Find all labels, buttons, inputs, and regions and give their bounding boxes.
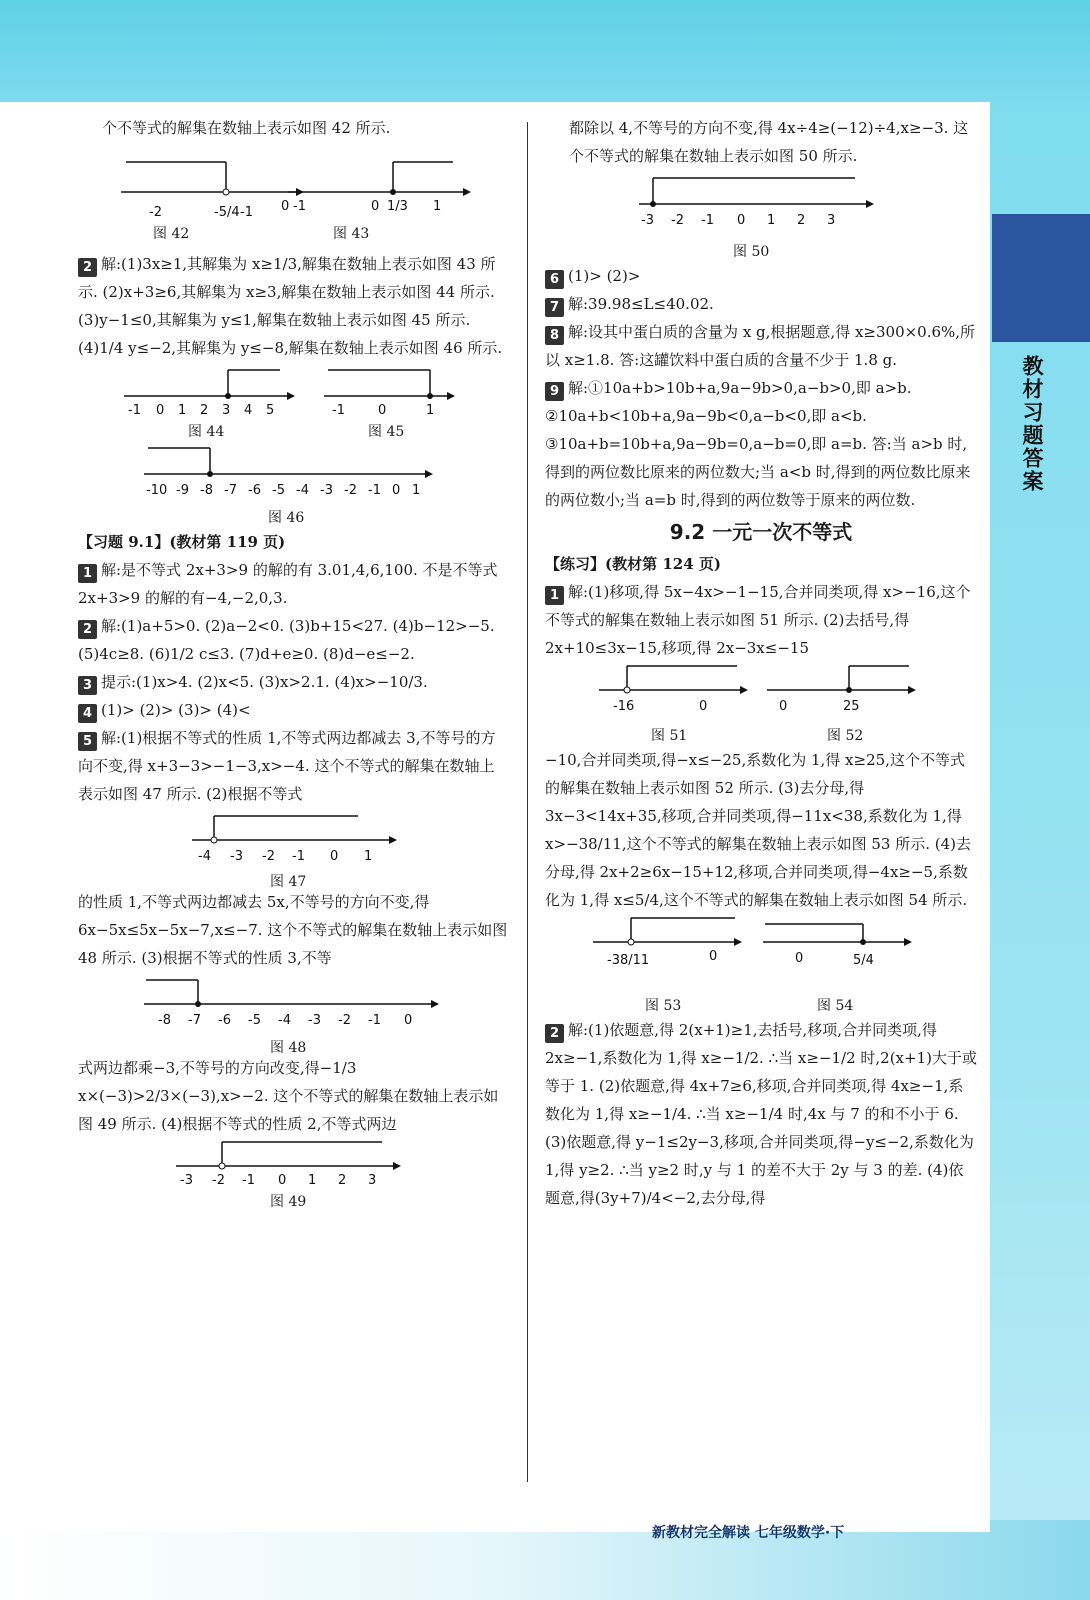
tick-label: -3 — [320, 483, 333, 498]
left-e5a — [78, 724, 508, 808]
tick-label: 0 — [378, 403, 387, 418]
tick-label: 0 — [737, 213, 746, 228]
number-line-44 — [120, 364, 300, 420]
left-q2-text: 解:(1)3x≥1,其解集为 x≥1/3,解集在数轴上表示如图 43 所示. (2)x+3≥6,其解集为 x≥3,解集在数轴上表示如图 44 所示. (3)y−1≤0,其解集为 y≤1,解集在数轴上表示如图 45 所示. (4)1/4 y≤−2,其解集为 y≤−8,解集在数轴上表示如图 46 所示. — [78, 255, 503, 357]
question-number-badge: 6 — [545, 270, 564, 289]
tick-label: -9 — [176, 483, 189, 498]
left-e5b: 的性质 1,不等式两边都减去 5x,不等号的方向不变,得 6x−5x≤5x−5x−7,x≤−7. 这个不等式的解集在数轴上表示如图 48 所示. (3)根据不等式的性质 3,不等 — [78, 893, 508, 967]
bottom-color-band — [0, 1520, 1090, 1600]
tick-label: -2 — [212, 1173, 225, 1188]
tick-label: 0 — [156, 403, 165, 418]
tick-label: 1 — [433, 199, 442, 214]
caption-fig43: 图 43 — [333, 226, 370, 242]
tick-label: -1 — [701, 213, 714, 228]
question-number-badge: 4 — [78, 704, 97, 723]
caption-fig46: 图 46 — [268, 510, 305, 526]
left-e1 — [78, 556, 508, 612]
right-q6-text: (1)> (2)> — [568, 267, 641, 285]
tick-label: -3 — [308, 1013, 321, 1028]
tick-label: 0 — [330, 849, 339, 864]
figure-row-42-43 — [78, 142, 508, 250]
right-column — [545, 114, 977, 1212]
left-e4-text: (1)> (2)> (3)> (4)< — [101, 701, 251, 719]
left-e1-text: 解:是不等式 2x+3>9 的解的有 3.01,4,6,100. 不是不等式 2x+3>9 的解的有−4,−2,0,3. — [78, 561, 498, 607]
tick-label: -4 — [278, 1013, 291, 1028]
practice-heading: 【练习】(教材第 124 页) — [545, 555, 721, 573]
tick-label: -2 — [671, 213, 684, 228]
tick-label: 0 — [404, 1013, 413, 1028]
tick-label: -5/4 — [214, 205, 240, 220]
tick-label: -1 — [293, 199, 306, 214]
left-column — [78, 114, 508, 1210]
number-line-47 — [188, 810, 408, 866]
number-line-46 — [140, 442, 440, 500]
figure-50 — [545, 170, 977, 262]
right-q8 — [545, 318, 977, 374]
figure-47 — [78, 808, 508, 888]
right-r2-text: 解:(1)依题意,得 2(x+1)≥1,去括号,移项,合并同类项,得 2x≥−1,系数化为 1,得 x≥−1/2. ∴当 x≥−1/2 时,2(x+1)大于或等于 1. (2)依题意,得 4x+7≥6,移项,合并同类项,得 4x≥−1,系数化为 1,得 x≥−1/4. ∴当 x≥−1/4 时,4x 与 7 的和不小于 6. (3)依题意,得 y−1≤2y−3,移项,合并同类项,得−y≤−2,系数化为 1,得 y≥2. ∴当 y≥2 时,y 与 1 的差不大于 2y 与 3 的差. (4)依题意,得(3y+7)/4<−2,去分母,得 — [545, 1021, 977, 1207]
question-number-badge: 1 — [78, 564, 97, 583]
question-number-badge: 7 — [545, 298, 564, 317]
right-q7 — [545, 290, 977, 318]
tick-label: -8 — [158, 1013, 171, 1028]
question-number-badge: 3 — [78, 676, 97, 695]
caption-fig45: 图 45 — [368, 424, 405, 440]
number-line-48 — [140, 974, 460, 1030]
tick-label: 2 — [200, 403, 209, 418]
question-number-badge: 2 — [78, 620, 97, 639]
question-number-badge: 1 — [545, 586, 564, 605]
right-q7-text: 解:39.98≤L≤40.02. — [568, 295, 714, 313]
tick-label: 5/4 — [853, 953, 874, 968]
tick-labels-50 — [641, 213, 835, 228]
caption-fig49: 图 49 — [270, 1194, 307, 1210]
right-r1a — [545, 578, 977, 662]
tick-label: -3 — [230, 849, 243, 864]
number-line-53 — [589, 914, 749, 990]
number-line-54 — [759, 914, 919, 990]
tick-labels-46 — [146, 483, 420, 498]
tick-label: 1/3 — [387, 199, 408, 214]
figure-row-44-45 — [78, 362, 508, 442]
footer-book-title: 新教材完全解读 七年级数学·下 — [652, 1525, 845, 1541]
column-divider — [527, 122, 528, 1482]
caption-fig42: 图 42 — [153, 226, 190, 242]
tick-label: 4 — [244, 403, 253, 418]
exercise-heading: 【习题 9.1】(教材第 119 页) — [78, 533, 286, 551]
question-number-badge: 5 — [78, 732, 97, 751]
tick-label: -1 — [128, 403, 141, 418]
left-para-1: 个不等式的解集在数轴上表示如图 42 所示. — [102, 119, 391, 137]
right-q6 — [545, 262, 977, 290]
tick-label: -7 — [188, 1013, 201, 1028]
left-e4 — [78, 696, 508, 724]
tick-label: -2 — [262, 849, 275, 864]
tick-label: 0 — [709, 949, 718, 964]
tick-label: 0 — [699, 699, 708, 714]
tick-label: 0 — [278, 1173, 287, 1188]
tick-label: 1 — [364, 849, 373, 864]
top-color-band — [0, 0, 1090, 102]
section-title: 9.2 一元一次不等式 — [669, 520, 853, 544]
question-number-badge: 8 — [545, 326, 564, 345]
figure-49 — [78, 1138, 508, 1210]
tick-labels-49 — [180, 1173, 376, 1188]
figure-row-53-54 — [545, 914, 977, 1016]
tick-label: 1 — [178, 403, 187, 418]
tick-labels-48 — [158, 1013, 412, 1028]
caption-fig52: 图 52 — [827, 728, 864, 744]
tick-label: 3 — [368, 1173, 377, 1188]
number-line-45 — [320, 364, 460, 420]
tick-label: 2 — [797, 213, 806, 228]
tick-label: -2 — [344, 483, 357, 498]
right-r1b: −10,合并同类项,得−x≤−25,系数化为 1,得 x≥25,这个不等式的解集在数轴上表示如图 52 所示. (3)去分母,得 3x−3<14x+35,移项,合并同类项,得−11x<38,系数化为 1,得 x>−38/11,这个不等式的解集在数轴上表示如图 53 所示. (4)去分母,得 2x+2≥6x−15+12,移项,合并同类项,得−4x≥−5,系数化为 1,得 x≤5/4,这个不等式的解集在数轴上表示如图 54 所示. — [545, 751, 972, 909]
tick-label: 1 — [426, 403, 435, 418]
tick-label: -4 — [198, 849, 211, 864]
question-number-badge: 9 — [545, 382, 564, 401]
tick-label: 0 — [779, 699, 788, 714]
tick-label: 0 — [795, 951, 804, 966]
figure-48 — [78, 972, 508, 1054]
tick-label: -8 — [200, 483, 213, 498]
tick-label: -3 — [180, 1173, 193, 1188]
tick-label: -1 — [368, 1013, 381, 1028]
tick-label: -1 — [240, 205, 253, 220]
question-number-badge: 2 — [78, 258, 97, 277]
tick-label: -1 — [332, 403, 345, 418]
tick-label: 3 — [827, 213, 836, 228]
right-q9-text: 解:①10a+b>10b+a,9a−9b>0,a−b>0,即 a>b. ②10a+b<10b+a,9a−9b<0,a−b<0,即 a<b. ③10a+b=10b+a,9a−9b=0,a−b=0,即 a=b. 答:当 a>b 时,得到的两位数比原来的两位数大;当 a<b 时,得到的两位数比原来的两位数小;当 a=b 时,得到的两位数等于原来的两位数. — [545, 379, 971, 509]
tick-label: -16 — [613, 699, 635, 714]
right-q8-text: 解:设其中蛋白质的含量为 x g,根据题意,得 x≥300×0.6%,所以 x≥1.8. 答:这罐饮料中蛋白质的含量不少于 1.8 g. — [545, 323, 976, 369]
tick-label: 1 — [412, 483, 421, 498]
tick-label: 2 — [338, 1173, 347, 1188]
right-r1a-text: 解:(1)移项,得 5x−4x>−1−15,合并同类项,得 x>−16,这个不等式的解集在数轴上表示如图 51 所示. (2)去括号,得 2x+10≤3x−15,移项,得 2x−3x≤−15 — [545, 583, 971, 657]
right-q9 — [545, 374, 977, 514]
figure-row-51-52 — [545, 662, 977, 746]
caption-fig53: 图 53 — [645, 998, 682, 1014]
tick-label: -5 — [248, 1013, 261, 1028]
number-line-43 — [283, 150, 483, 220]
left-e2-text: 解:(1)a+5>0. (2)a−2<0. (3)b+15<27. (4)b−12>−5. (5)4c≥8. (6)1/2 c≤3. (7)d+e≥0. (8)d−e≤−2. — [78, 617, 495, 663]
tick-label: -10 — [146, 483, 168, 498]
number-line-50 — [635, 174, 885, 232]
left-e5c: 式两边都乘−3,不等号的方向改变,得−1/3 x×(−3)>2/3×(−3),x>−2. 这个不等式的解集在数轴上表示如图 49 所示. (4)根据不等式的性质 2,不等式两边 — [78, 1059, 499, 1133]
caption-fig54: 图 54 — [817, 998, 854, 1014]
number-line-52 — [763, 662, 923, 716]
tick-label: -38/11 — [607, 953, 650, 968]
tick-label: -1 — [242, 1173, 255, 1188]
right-r2 — [545, 1016, 977, 1212]
tick-label: -1 — [368, 483, 381, 498]
tick-label: -4 — [296, 483, 309, 498]
figure-46 — [78, 442, 508, 528]
side-tab-title: 教材习题答案 — [1020, 355, 1044, 493]
right-para-1: 都除以 4,不等号的方向不变,得 4x÷4≥(−12)÷4,x≥−3. 这个不等式的解集在数轴上表示如图 50 所示. — [569, 119, 969, 165]
tick-label: 0 — [392, 483, 401, 498]
tick-label: -2 — [338, 1013, 351, 1028]
tick-label: 1 — [308, 1173, 317, 1188]
tick-label: -7 — [224, 483, 237, 498]
tick-label: -5 — [272, 483, 285, 498]
tick-label: -2 — [149, 205, 162, 220]
side-tab-block — [992, 214, 1090, 342]
tick-label: 0 — [371, 199, 380, 214]
left-e3-text: 提示:(1)x>4. (2)x<5. (3)x>2.1. (4)x>−10/3. — [101, 673, 428, 691]
caption-fig47: 图 47 — [270, 874, 307, 890]
tick-label: 3 — [222, 403, 231, 418]
caption-fig48: 图 48 — [270, 1040, 307, 1056]
left-e2 — [78, 612, 508, 668]
tick-label: 5 — [266, 403, 275, 418]
left-e5a-text: 解:(1)根据不等式的性质 1,不等式两边都减去 3,不等号的方向不变,得 x+3−3>−1−3,x>−4. 这个不等式的解集在数轴上表示如图 47 所示. (2)根据不等式 — [78, 729, 496, 803]
tick-labels-44 — [128, 403, 274, 418]
tick-label: -6 — [248, 483, 261, 498]
question-number-badge: 2 — [545, 1024, 564, 1043]
left-q2 — [78, 250, 508, 362]
tick-label: 0 — [281, 199, 290, 214]
caption-fig51: 图 51 — [651, 728, 688, 744]
tick-label: -1 — [292, 849, 305, 864]
caption-fig44: 图 44 — [188, 424, 225, 440]
left-e3 — [78, 668, 508, 696]
number-line-49 — [172, 1138, 412, 1190]
tick-label: 1 — [767, 213, 776, 228]
tick-label: -6 — [218, 1013, 231, 1028]
tick-label: 25 — [843, 699, 860, 714]
caption-fig50: 图 50 — [733, 244, 770, 260]
tick-label: -3 — [641, 213, 654, 228]
number-line-51 — [595, 662, 755, 716]
